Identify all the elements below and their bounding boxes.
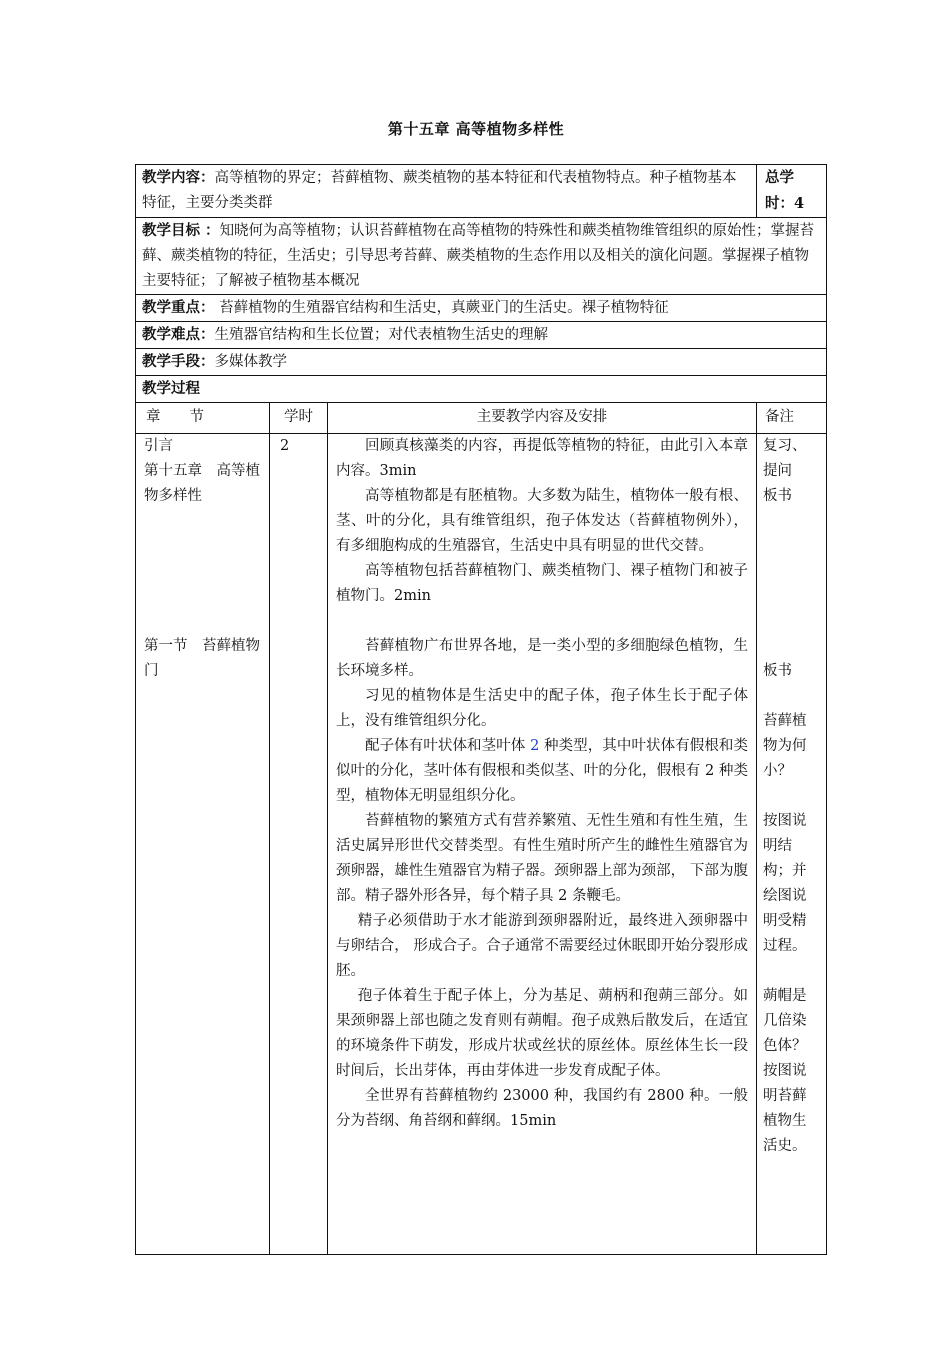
chapter-intro: 引言 (144, 438, 173, 454)
goal-label: 教学目标 ： (142, 222, 220, 239)
content-column (328, 434, 757, 1255)
page-title: 第十五章 高等植物多样性 (387, 120, 565, 138)
goal-row (136, 218, 827, 295)
col-header-hours: 学时 (270, 403, 328, 434)
column-header-row (136, 403, 827, 434)
total-hours-value: 4 (794, 195, 805, 212)
hours-value: 2 (280, 438, 290, 454)
chapter-15-title: 第十五章 高等植物多样性 (144, 463, 260, 504)
key-points-label: 教学重点： (142, 299, 215, 316)
content-text: 高等植物的界定；苔藓植物、蕨类植物的基本特征和代表植物特点。种子植物基本特征，主要分类类群 (142, 170, 737, 211)
total-hours-cell (757, 165, 827, 218)
note-blackboard-2: 板书 (763, 663, 792, 679)
key-points-cell (136, 295, 827, 322)
paragraph-text: 种类型，其中叶状体有假根和类似叶的分化，茎叶体有假根和类似茎、叶的分化，假根有 2 种类型，植物体无明显组织分化。 (336, 738, 749, 804)
content-cell (136, 165, 757, 218)
content-paragraph: 苔藓植物广布世界各地，是一类小型的多细胞绿色植物，生长环境多样。 (336, 638, 748, 679)
difficulty-text: 生殖器官结构和生长位置；对代表植物生活史的理解 (214, 327, 548, 343)
content-label: 教学内容： (142, 169, 215, 186)
difficulty-cell (136, 322, 827, 349)
content-paragraph (336, 734, 748, 809)
content-paragraph: 高等植物都是有胚植物。大多数为陆生，植物体一般有根、茎、叶的分化，具有维管组织，孢子体发达（苔藓植物例外），有多细胞构成的生殖器官，生活史中具有明显的世代交替。 (336, 488, 748, 554)
content-paragraph: 苔藓植物的繁殖方式有营养繁殖、无性生殖和有性生殖，生活史属异形世代交替类型。有性生殖时所产生的雌性生殖器官为颈卵器，雄性生殖器官为精子器。颈卵器上部为颈部， 下部为腹部。精子器外形各异，每个精子具 2 条鞭毛。 (336, 813, 748, 904)
section-1-title: 第一节 苔藓植物门 (144, 638, 260, 679)
means-text: 多媒体教学 (214, 354, 287, 370)
process-row (136, 376, 827, 403)
difficulty-row (136, 322, 827, 349)
hours-column (270, 434, 328, 1255)
body-row (136, 434, 827, 1255)
key-points-row (136, 295, 827, 322)
content-paragraph: 高等植物包括苔藓植物门、蕨类植物门、裸子植物门和被子植物门。2min (336, 563, 748, 604)
means-row (136, 349, 827, 376)
key-points-text: 苔藓植物的生殖器官结构和生活史，真蕨亚门的生活史。裸子植物特征 (214, 300, 669, 316)
content-row (136, 165, 827, 218)
content-paragraph: 精子必须借助于水才能游到颈卵器附近，最终进入颈卵器中与卵结合， 形成合子。合子通常不需要经过休眠即开始分裂形成胚。 (336, 913, 748, 979)
type-count: 2 (530, 738, 540, 754)
difficulty-label: 教学难点： (142, 326, 215, 343)
notes-column (757, 434, 827, 1255)
process-cell (136, 376, 827, 403)
note-diagram: 按图说明结构；并绘图说明受精过程。 (763, 813, 807, 954)
goal-text: 知晓何为高等植物；认识苔藓植物在高等植物的特殊性和蕨类植物维管组织的原始性；掌握苔藓、蕨类植物的特征，生活史；引导思考苔藓、蕨类植物的生态作用以及相关的演化问题。掌握裸子植物主要特征；了解被子植物基本概况 (142, 223, 815, 289)
col-header-notes: 备注 (757, 403, 827, 434)
col-header-content: 主要教学内容及安排 (328, 403, 757, 434)
chapter-column (136, 434, 270, 1255)
content-paragraph: 回顾真核藻类的内容，再提低等植物的特征，由此引入本章内容。3min (336, 438, 748, 479)
process-label: 教学过程 (142, 380, 200, 397)
note-question: 苔藓植物为何小？ (763, 713, 807, 779)
total-hours-label: 总学时： (765, 169, 794, 212)
means-cell (136, 349, 827, 376)
content-paragraph: 孢子体着生于配子体上，分为基足、蒴柄和孢蒴三部分。如果颈卵器上部也随之发育则有蒴帽。孢子成熟后散发后，在适宜的环境条件下萌发，形成片状或丝状的原丝体。原丝体生长一段时间后，长出芽体，再由芽体进一步发育成配子体。 (336, 988, 748, 1079)
lesson-plan-table (135, 164, 827, 1255)
goal-cell (136, 218, 827, 295)
content-paragraph: 习见的植物体是生活史中的配子体，孢子体生长于配子体上，没有维管组织分化。 (336, 688, 748, 729)
col-header-chapter: 章 节 (136, 403, 270, 434)
note-blackboard: 板书 (763, 488, 792, 504)
note-review: 复习、提问 (763, 438, 807, 479)
paragraph-text: 配子体有叶状体和茎叶体 (365, 738, 531, 754)
note-lifecycle: 蒴帽是几倍染色体？按图说明苔藓植物生活史。 (763, 988, 807, 1154)
means-label: 教学手段： (142, 353, 215, 370)
content-paragraph: 全世界有苔藓植物约 23000 种，我国约有 2800 种。一般分为苔纲、角苔纲和藓纲。15min (336, 1088, 748, 1129)
